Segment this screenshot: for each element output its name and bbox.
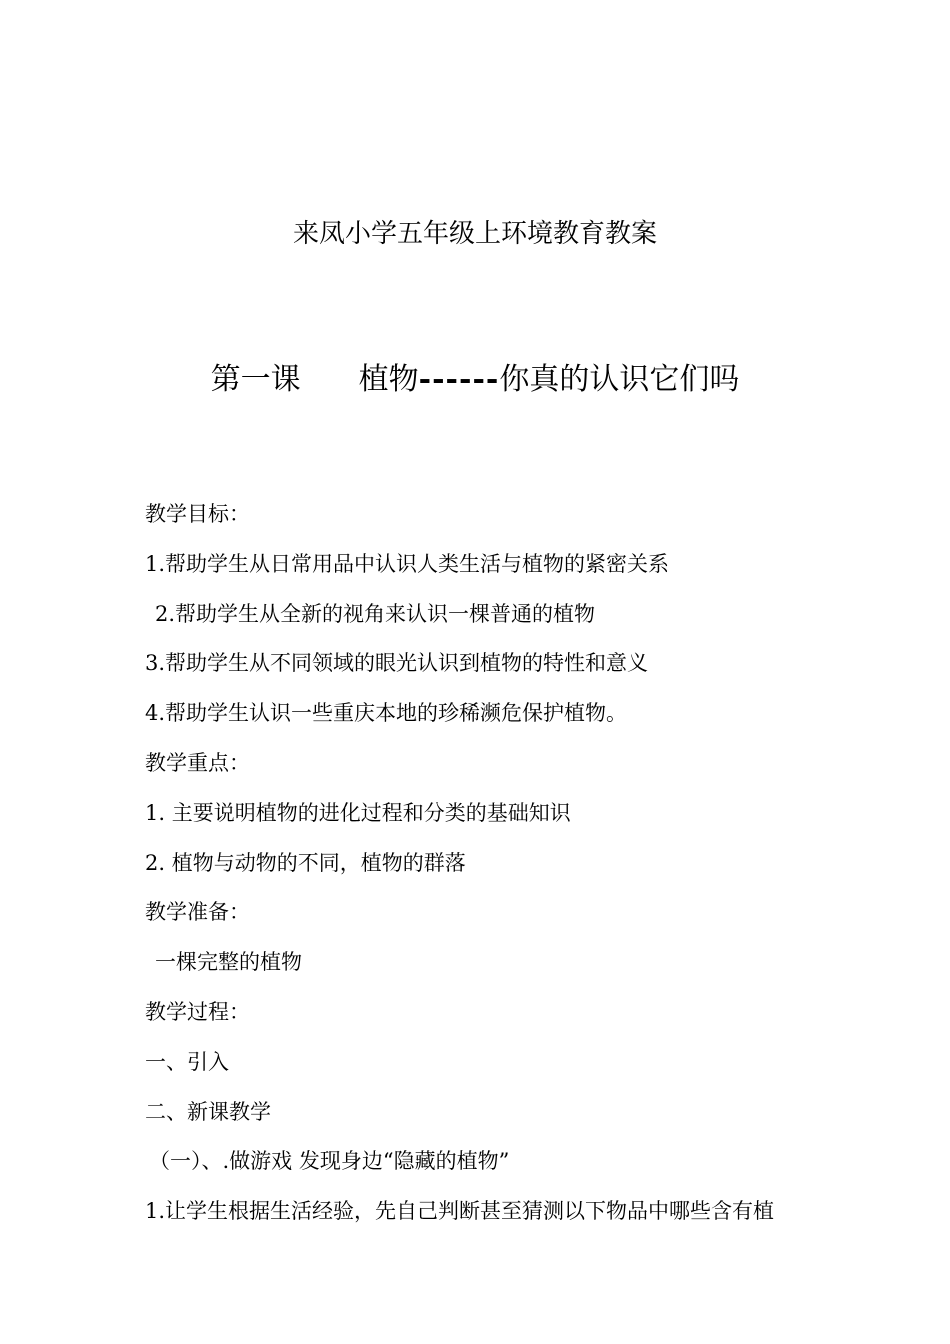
objective-item-3: 3.帮助学生从不同领域的眼光认识到植物的特性和意义: [145, 651, 649, 676]
lesson-number: 第一课: [210, 362, 301, 397]
section-heading-preparation: 教学准备：: [145, 900, 250, 925]
lesson-topic-dashes: ------: [418, 362, 500, 397]
section-heading-objectives: 教学目标：: [145, 502, 250, 526]
objective-item-1: 1.帮助学生从日常用品中认识人类生活与植物的紧密关系: [145, 551, 670, 576]
key-point-item-2: 2. 植物与动物的不同，植物的群落: [145, 850, 466, 875]
lesson-topic-end: 你真的认识它们吗: [499, 362, 740, 397]
lesson-plan-body: [145, 490, 845, 1237]
objective-item-4: 4.帮助学生认识一些重庆本地的珍稀濒危保护植物。: [145, 701, 628, 726]
process-instruction-1: 1.让学生根据生活经验，先自己判断甚至猜测以下物品中哪些含有植: [145, 1199, 775, 1224]
preparation-item: 一棵完整的植物: [155, 950, 302, 975]
process-step-introduction: 一、引入: [145, 1049, 229, 1074]
process-step-new-lesson: 二、新课教学: [145, 1099, 271, 1124]
document-title: 来凤小学五年级上环境教育教案: [292, 219, 657, 249]
process-substep-game: （一）、.做游戏 发现身边“隐藏的植物”: [149, 1149, 510, 1174]
section-heading-key-points: 教学重点：: [145, 750, 250, 775]
lesson-title: [0, 358, 950, 402]
section-heading-process: 教学过程：: [145, 999, 250, 1024]
lesson-topic-start: 植物: [358, 362, 419, 397]
key-point-item-1: 1. 主要说明植物的进化过程和分类的基础知识: [145, 800, 571, 825]
objective-item-2: 2.帮助学生从全新的视角来认识一棵普通的植物: [155, 601, 596, 626]
